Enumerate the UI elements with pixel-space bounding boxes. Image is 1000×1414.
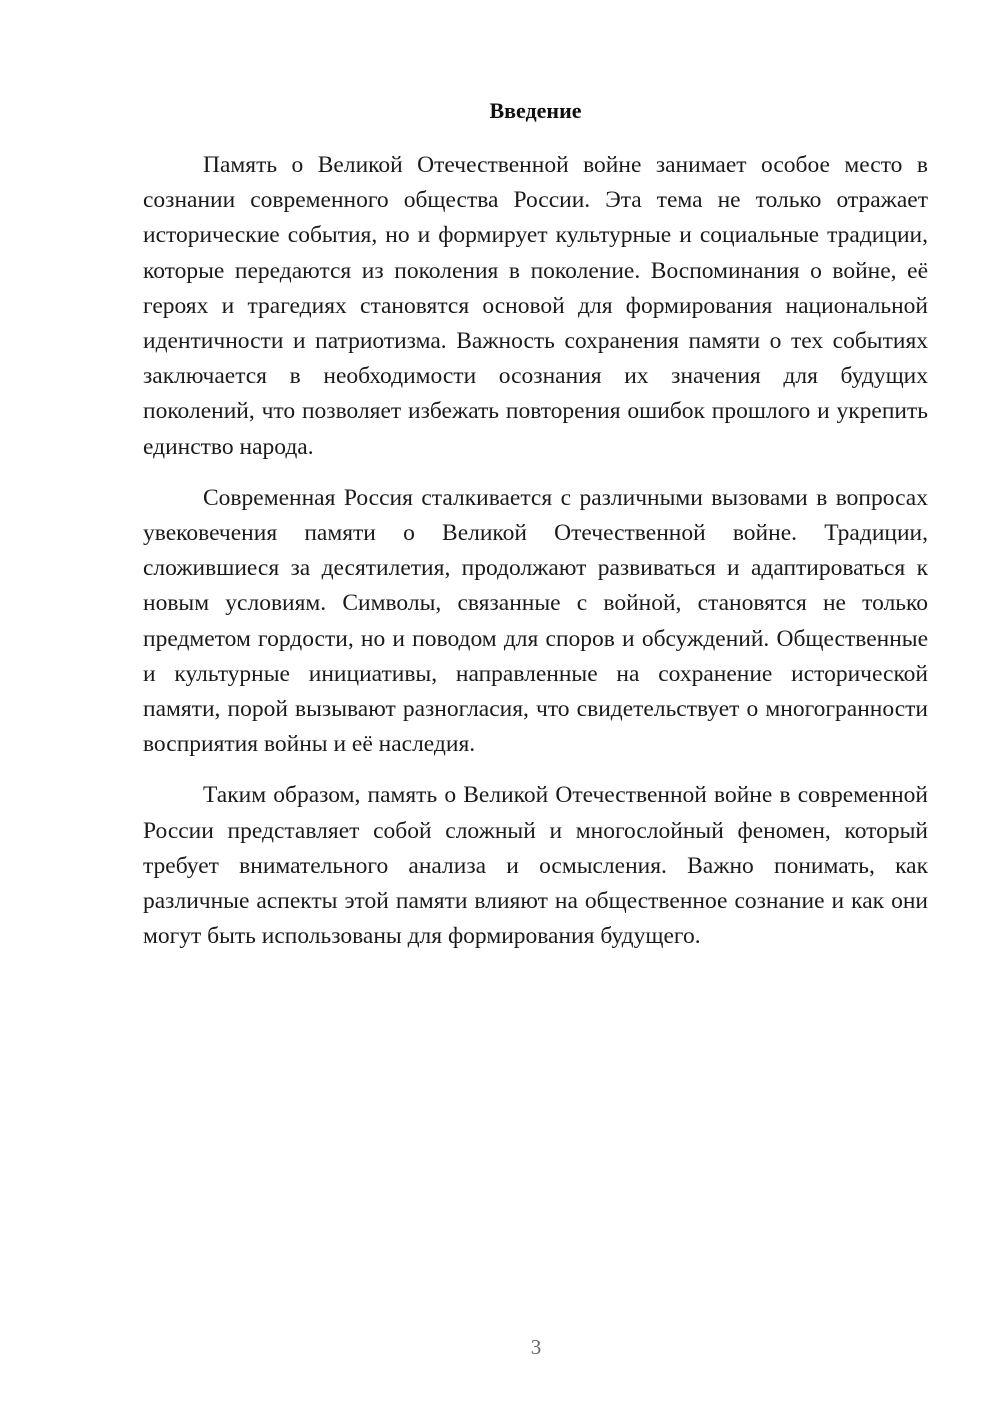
page-content — [143, 96, 928, 970]
paragraph-1: Память о Великой Отечественной войне занимает особое место в сознании современного общества России. Эта тема не только отражает исторические события, но и формирует культурные и социальные традиции, которые передаются из поколения в поколение. Воспоминания о войне, её героях и трагедиях становятся основой для формирования национальной идентичности и патриотизма. Важность сохранения памяти о тех событиях заключается в необходимости осознания их значения для будущих поколений, что позволяет избежать повторения ошибок прошлого и укрепить единство народа. — [143, 152, 928, 460]
section-heading: Введение — [489, 98, 582, 123]
paragraph-2: Современная Россия сталкивается с различными вызовами в вопросах увековечения памяти о Великой Отечественной войне. Традиции, сложившиеся за десятилетия, продолжают развиваться и адаптироваться к новым условиям. Символы, связанные с войной, становятся не только предметом гордости, но и поводом для споров и обсуждений. Общественные и культурные инициативы, направленные на сохранение исторической памяти, порой вызывают разногласия, что свидетельствует о многогранности восприятия войны и её наследия. — [143, 484, 928, 758]
paragraph-3: Таким образом, память о Великой Отечественной войне в современной России представляет собой сложный и многослойный феномен, который требует внимательного анализа и осмысления. Важно понимать, как различные аспекты этой памяти влияют на общественное сознание и как они могут быть использованы для формирования будущего. — [143, 782, 928, 950]
page-number: 3 — [530, 1335, 542, 1359]
